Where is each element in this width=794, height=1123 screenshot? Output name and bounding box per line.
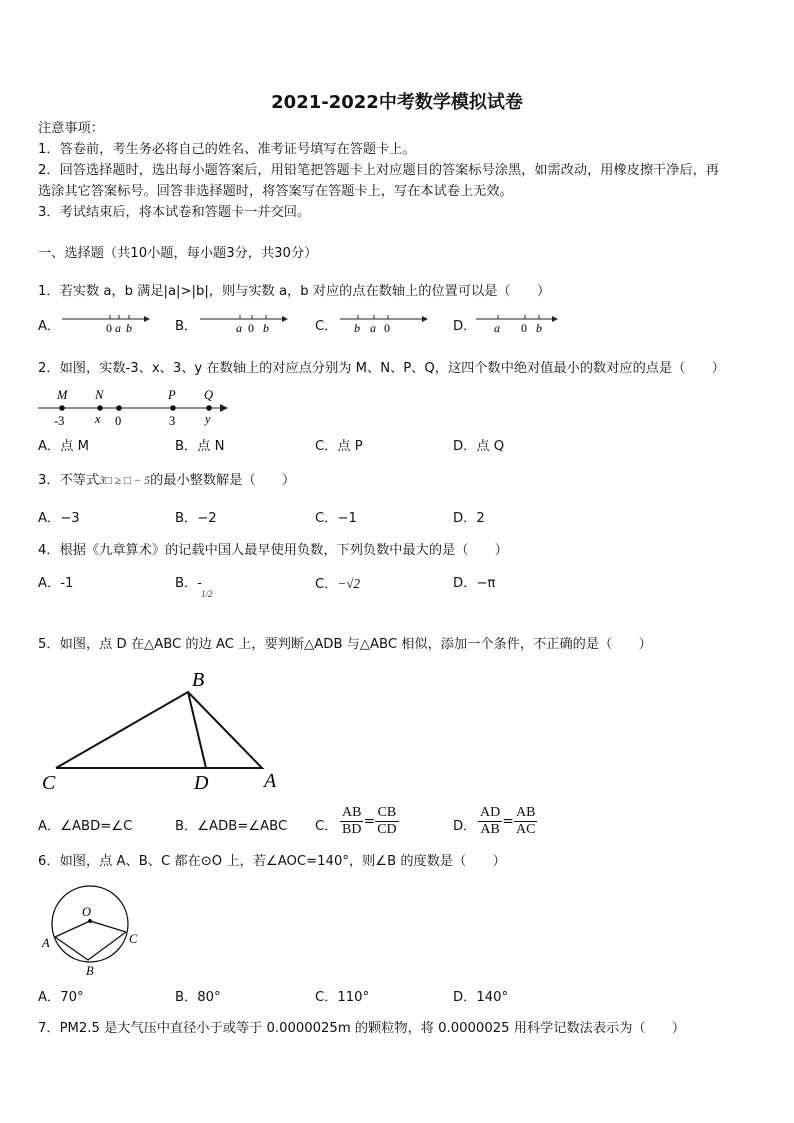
q3-inequality: 3□ ≥ □ − 5: [99, 475, 151, 487]
q1-option-c-number-line: [338, 312, 428, 336]
q2-option-b: B．点 N: [175, 439, 225, 454]
q3-option-d: D．2: [453, 511, 485, 526]
q4-option-c: [315, 575, 360, 594]
q1c-label-b: b: [354, 321, 360, 335]
q2-value-0: 0: [115, 414, 122, 428]
q6-label-b: B: [86, 964, 94, 978]
q4-option-b-fraction: 1/2: [201, 589, 213, 599]
q6-option-a: A．70°: [38, 990, 84, 1005]
q4-option-a: A．-1: [38, 576, 74, 591]
q2-point-m: M: [57, 388, 68, 402]
notice-line-2b: 选涂其它答案标号。回答非选择题时，将答案写在答题卡上，写在本试卷上无效。: [38, 184, 513, 199]
q5-stem: 5．如图，点 D 在△ABC 的边 AC 上，要判断△ADB 与△ABC 相似，添加一个条件，不正确的是（ ）: [38, 637, 652, 652]
q3-stem-pre: 3．不等式: [38, 473, 100, 488]
q2-stem: 2．如图，实数-3、x、3、y 在数轴上的对应点分别为 M、N、P、Q，这四个数中绝对值最小的数对应的点是（ ）: [38, 361, 725, 376]
q1-option-d-label: D．: [453, 319, 477, 334]
q1a-label-a: a: [115, 321, 121, 335]
q6-circle-figure: [36, 880, 146, 980]
q2-point-q: Q: [204, 388, 214, 402]
notice-line-2a: 2．回答选择题时，选出每小题答案后，用铅笔把答题卡上对应题目的答案标号涂黑，如需改动，用橡皮擦干净后，再: [38, 163, 719, 178]
q1-option-d-number-line: [474, 312, 564, 336]
q1d-label-0: 0: [521, 321, 527, 335]
q1c-label-a: a: [370, 321, 376, 335]
q1-option-a-label: A．: [38, 319, 61, 334]
q5-option-d-equation: $\frac{AD}{AB}$ = $\frac{AB}{AC}$: [480, 805, 536, 837]
q4-option-c-value: −√2: [337, 576, 361, 591]
q1a-label-0: 0: [106, 321, 112, 335]
q5-option-a: A．∠ABD=∠C: [38, 819, 133, 834]
q5-option-c-equation: $\frac{AB}{BD}$ = $\frac{CB}{CD}$: [342, 805, 397, 837]
notice-line-3: 3．考试结束后，将本试卷和答题卡一并交回。: [38, 205, 311, 220]
q2-value-neg3: -3: [54, 414, 65, 428]
q3-option-c: C．−1: [315, 511, 357, 526]
q3-stem-post: 的最小整数解是（ ）: [150, 473, 296, 488]
q2-value-x: x: [95, 412, 101, 426]
q5-vertex-b: B: [192, 669, 205, 691]
q2-number-line: [36, 384, 236, 430]
q2-value-3: 3: [169, 414, 176, 428]
q5-option-b: B．∠ADB=∠ABC: [175, 819, 288, 834]
q2-option-a: A．点 M: [38, 439, 89, 454]
q5-triangle-figure: [36, 662, 296, 796]
q2-value-y: y: [205, 412, 211, 426]
q3-option-a: A．−3: [38, 511, 80, 526]
q5-vertex-d: D: [194, 772, 209, 794]
q5d-fraction-2: $\frac{AB}{AC}$: [515, 805, 536, 837]
q2-point-n: N: [95, 388, 104, 402]
q4-stem: 4．根据《九章算术》的记载中国人最早使用负数，下列负数中最大的是（ ）: [38, 543, 508, 558]
q7-stem: 7．PM2.5 是大气压中直径小于或等于 0.0000025m 的颗粒物，将 0.0000025 用科学记数法表示为（ ）: [38, 1021, 686, 1036]
q6-label-o: O: [82, 905, 92, 919]
q5-option-d-label: D．: [453, 819, 477, 834]
q5-option-c-label: C．: [315, 819, 338, 834]
q5d-fraction-1: $\frac{AD}{AB}$: [480, 805, 501, 837]
q1-stem: 1．若实数 a，b 满足|a|>|b|，则与实数 a，b 对应的点在数轴上的位置可以是（ ）: [38, 284, 551, 299]
q6-label-c: C: [129, 932, 138, 946]
q4-option-c-label: C．: [315, 577, 338, 592]
q1-option-b-label: B．: [175, 319, 198, 334]
q6-label-a: A: [42, 936, 50, 950]
q1a-label-b: b: [126, 321, 132, 335]
q5-vertex-c: C: [42, 772, 56, 794]
q1-option-a-number-line: [60, 312, 150, 336]
q5c-fraction-1: $\frac{AB}{BD}$: [342, 805, 362, 837]
q6-option-d: D．140°: [453, 990, 509, 1005]
q6-option-b: B．80°: [175, 990, 221, 1005]
q1c-label-0: 0: [384, 321, 390, 335]
q1-option-b-number-line: [198, 312, 288, 336]
q1d-label-b: b: [536, 321, 542, 335]
q1d-label-a: a: [494, 321, 500, 335]
q4-option-b: B．-: [175, 576, 202, 591]
q1b-label-b: b: [263, 321, 269, 335]
q4-option-d: D．−π: [453, 576, 496, 591]
q1-option-c-label: C．: [315, 319, 338, 334]
q6-option-c: C．110°: [315, 990, 370, 1005]
q5-vertex-a: A: [264, 770, 277, 792]
notice-heading: 注意事项：: [38, 121, 104, 136]
q3-stem: [38, 472, 295, 490]
q2-option-d: D．点 Q: [453, 439, 505, 454]
q1b-label-0: 0: [248, 321, 254, 335]
q5c-fraction-2: $\frac{CB}{CD}$: [377, 805, 397, 837]
q2-option-c: C．点 P: [315, 439, 363, 454]
q6-stem: 6．如图，点 A、B、C 都在⊙O 上，若∠AOC=140°，则∠B 的度数是（ ）: [38, 854, 506, 869]
page-title: 2021-2022中考数学模拟试卷: [271, 92, 523, 113]
q3-option-b: B．−2: [175, 511, 217, 526]
q1b-label-a: a: [236, 321, 242, 335]
section-heading: 一、选择题（共10小题，每小题3分，共30分）: [38, 246, 318, 261]
notice-line-1: 1．答卷前，考生务必将自己的姓名、准考证号填写在答题卡上。: [38, 142, 416, 157]
q2-point-p: P: [168, 388, 176, 402]
